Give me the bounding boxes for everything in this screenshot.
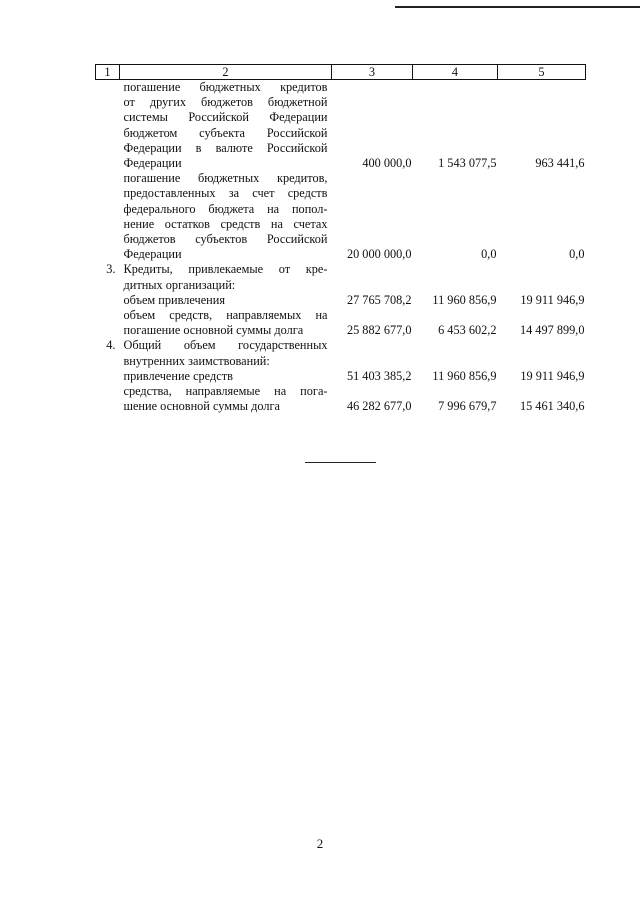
row-description — [120, 262, 332, 292]
borrowing-table — [95, 64, 586, 414]
page-number: 2 — [316, 836, 324, 851]
description-line: Федерации — [123, 156, 182, 171]
table-row — [96, 171, 586, 262]
row-index: 4. — [106, 338, 116, 353]
value-col-3 — [332, 262, 413, 292]
value-col-4: 6 453 602,2 — [438, 323, 497, 338]
value-col-4 — [413, 262, 498, 292]
value-col-5: 15 461 340,6 — [519, 399, 585, 414]
value-col-5: 963 441,6 — [535, 156, 585, 171]
description-line: нение остатков средств на счетах — [123, 216, 328, 231]
table-header — [96, 65, 586, 80]
row-description — [120, 384, 332, 414]
description-line: погашение основной суммы долга — [123, 323, 304, 338]
description-line: погашение бюджетных кредитов, — [123, 171, 328, 186]
description-line: погашение бюджетных кредитов — [123, 80, 328, 94]
description-line: дитных организаций: — [123, 277, 236, 292]
description-line: системы Российской Федерации — [123, 110, 328, 125]
row-index — [96, 308, 120, 338]
col-header-4: 4 — [413, 65, 498, 80]
col-header-1: 1 — [96, 65, 120, 80]
value-col-4: 11 960 856,9 — [432, 292, 497, 307]
row-description — [120, 293, 332, 308]
description-line: бюджетом субъекта Российской — [123, 125, 328, 140]
description-line: предоставленных за счет средств — [123, 186, 328, 201]
top-rule — [395, 6, 640, 8]
table-row — [96, 338, 586, 368]
row-index — [96, 80, 120, 172]
value-col-3: 27 765 708,2 — [346, 292, 412, 307]
row-index: 3. — [106, 262, 116, 277]
table-row — [96, 384, 586, 414]
table-row — [96, 262, 586, 292]
table-row — [96, 369, 586, 384]
value-col-5: 19 911 946,9 — [520, 368, 585, 383]
description-line: бюджетов субъектов Российской — [123, 232, 328, 247]
value-col-5: 0,0 — [569, 247, 585, 262]
description-line: внутренних заимствований: — [123, 353, 270, 368]
value-col-4: 0,0 — [481, 247, 497, 262]
table-row — [96, 308, 586, 338]
value-col-3: 25 882 677,0 — [346, 323, 412, 338]
value-col-3: 400 000,0 — [362, 156, 412, 171]
description-line: Федерации в валюте Российской — [123, 140, 328, 155]
table-row — [96, 80, 586, 172]
value-col-5: 14 497 899,0 — [519, 323, 585, 338]
row-index — [96, 369, 120, 384]
description-line: средства, направляемые на пога- — [123, 384, 328, 399]
row-description — [120, 338, 332, 368]
row-description — [120, 80, 332, 172]
row-index — [96, 384, 120, 414]
value-col-3: 46 282 677,0 — [346, 399, 412, 414]
description-line: Общий объем государственных — [123, 338, 328, 353]
description-line: объем привлечения — [123, 292, 225, 307]
value-col-5 — [498, 262, 586, 292]
row-description — [120, 308, 332, 338]
row-index — [96, 171, 120, 262]
value-col-4: 7 996 679,7 — [438, 399, 497, 414]
col-header-2: 2 — [120, 65, 332, 80]
description-line: федерального бюджета на попол- — [123, 201, 328, 216]
description-line: Кредиты, привлекаемые от кре- — [123, 262, 328, 277]
value-col-5 — [498, 338, 586, 368]
table-body — [96, 80, 586, 415]
row-index — [96, 293, 120, 308]
description-line: объем средств, направляемых на — [123, 308, 328, 323]
footer-rule — [305, 462, 376, 463]
row-description — [120, 171, 332, 262]
description-line: Федерации — [123, 247, 182, 262]
value-col-4 — [413, 338, 498, 368]
description-line: шение основной суммы долга — [123, 399, 281, 414]
value-col-3: 51 403 385,2 — [346, 368, 412, 383]
value-col-3: 20 000 000,0 — [346, 247, 412, 262]
value-col-4: 1 543 077,5 — [438, 156, 497, 171]
description-line: привлечение средств — [123, 368, 233, 383]
table-row — [96, 293, 586, 308]
col-header-5: 5 — [498, 65, 586, 80]
value-col-3 — [332, 338, 413, 368]
col-header-3: 3 — [332, 65, 413, 80]
description-line: от других бюджетов бюджетной — [123, 95, 328, 110]
value-col-4: 11 960 856,9 — [432, 368, 497, 383]
value-col-5: 19 911 946,9 — [520, 292, 585, 307]
row-description — [120, 369, 332, 384]
